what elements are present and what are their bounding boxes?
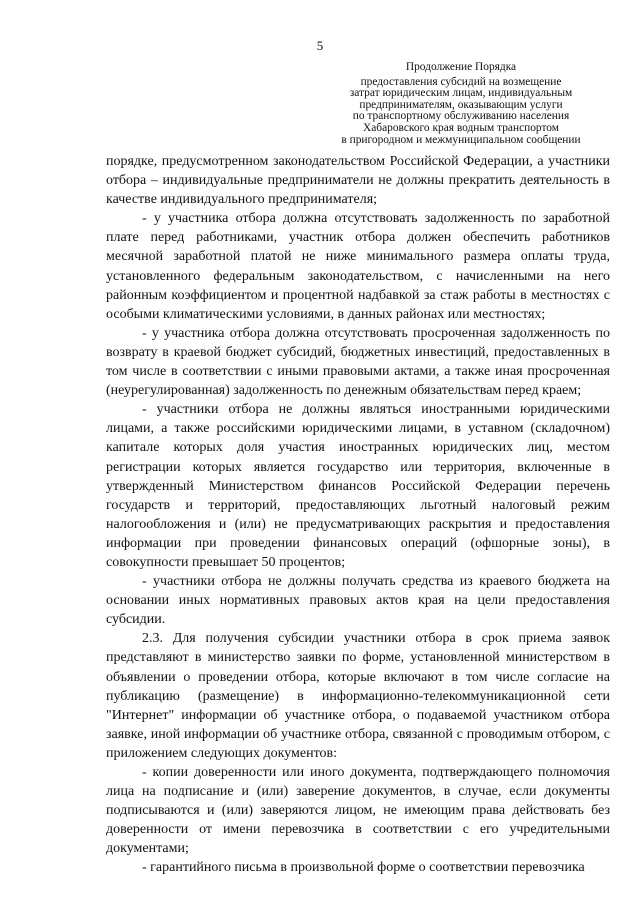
header-line: Хабаровского края водным транспортом	[363, 121, 559, 134]
header-title: Продолжение Порядка	[405, 61, 517, 73]
page-number: 5	[316, 38, 324, 53]
list-item-other-funds: - участники отбора не должны получать средства из краевого бюджета на основании иных нормативных правовых актов края на цели предоставления субсидии.	[106, 574, 610, 628]
header-line: предоставления субсидий на возмещение	[360, 75, 562, 88]
list-item-foreign-entities: - участники отбора не должны являться иностранными юридическими лицами, а также российскими юридическими лицами, в уставном (складочном) капитале которых доля участия иностранных юридических лиц, местом регистрации которых является государство или территория, включенные в утвержденный Министерством финансов Российской Федерации перечень государств и территорий, предоставляющих льготный налоговый режим налогообложения и (или) не предусматривающих раскрытия и предоставления информации при проведении финансовых операций (офшорные зоны), в совокупности превышает 50 процентов;	[106, 402, 610, 570]
header-line: по транспортному обслуживанию населения	[352, 110, 570, 123]
document-body	[106, 152, 610, 878]
list-item-guarantee-letter: - гарантийного письма в произвольной форме о соответствии перевозчика	[142, 860, 585, 876]
paragraph-2-3: 2.3. Для получения субсидии участники отбора в срок приема заявок представляют в министерство заявки по форме, установленной министерством в объявлении о проведении отбора, которые включают в том числе согласие на публикацию (размещение) в информационно-телекоммуникационной сети "Интернет" информации об участнике отбора, о подаваемой участником отбора заявке, иной информации об участнике отбора, связанной с проводимым отбором, с приложением следующих документов:	[106, 631, 610, 761]
list-item-power-of-attorney: - копии доверенности или иного документа, подтверждающего полномочия лица на подписание и (или) заверение документов, в случае, если документы подписываются и (или) заверяются лицом, не имеющим права действовать без доверенности от имени перевозчика в соответствии с его учредительными документами;	[106, 765, 610, 857]
list-item-budget-arrears: - у участника отбора должна отсутствовать просроченная задолженность по возврату в краевой бюджет субсидий, бюджетных инвестиций, предоставленных в том числе в соответствии с иными правовыми актами, а также иная просроченная (неурегулированная) задолженность по денежным обязательствам перед краем;	[106, 325, 610, 399]
paragraph-continuation: порядке, предусмотренном законодательством Российской Федерации, а участники отбора – индивидуальные предприниматели не должны прекратить деятельность в качестве индивидуального предпринимателя;	[106, 154, 610, 208]
header-line: предпринимателям, оказывающим услуги	[359, 98, 563, 111]
document-header	[318, 62, 604, 146]
header-line: в пригородном и межмуниципальном сообщении	[341, 133, 581, 146]
list-item-wage-arrears: - у участника отбора должна отсутствовать задолженность по заработной плате перед работниками, участник отбора должен обеспечить работников месячной заработной платой не ниже минимального размера оплаты труда, установленного федеральным законодательством, с начисленными на него районным коэффициентом и процентной надбавкой за стаж работы в местностях с особыми климатическими условиями, в данных районах или местностях;	[106, 211, 610, 322]
header-line: затрат юридическим лицам, индивидуальным	[349, 87, 573, 100]
